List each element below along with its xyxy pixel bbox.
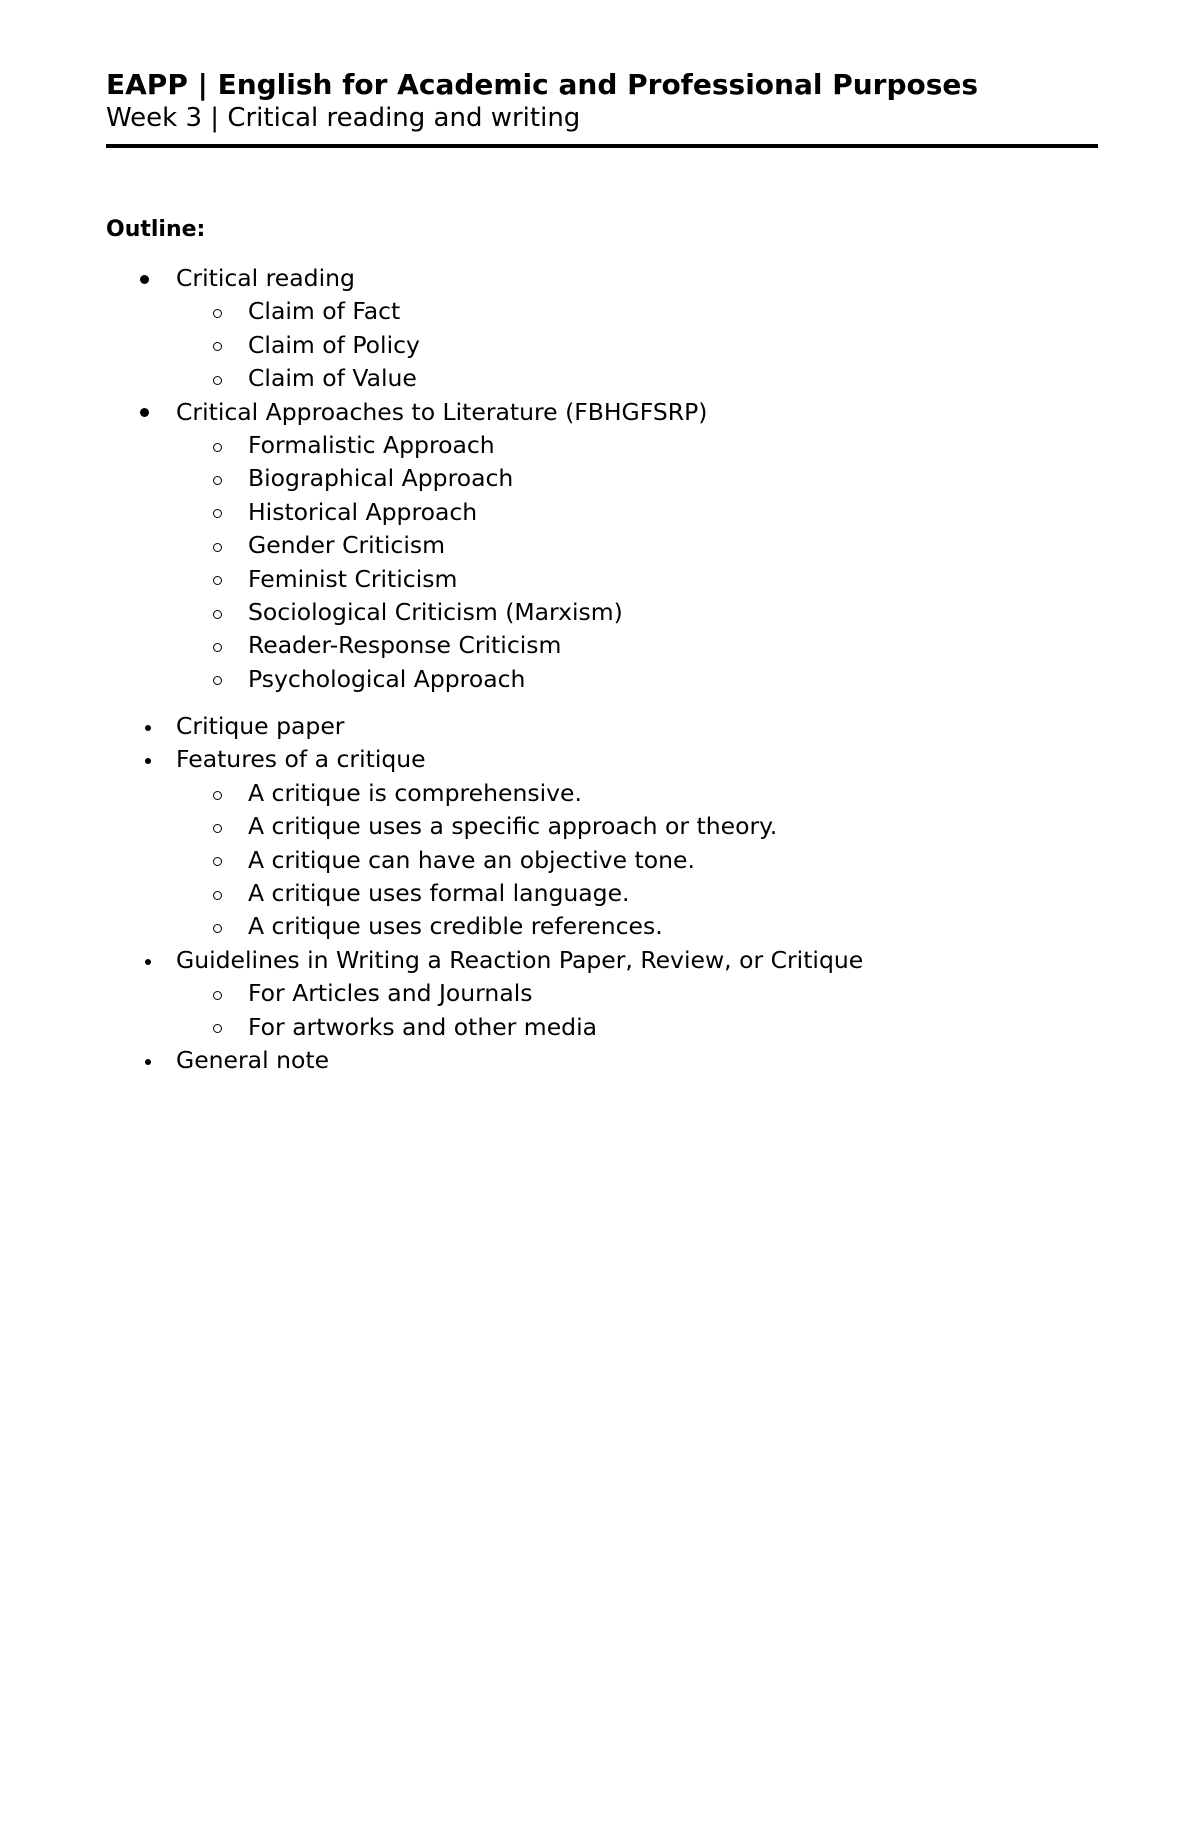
list-item-text: Reader-Response Criticism [248, 631, 562, 660]
bullet-icon [145, 1059, 151, 1065]
circle-bullet-icon [213, 824, 222, 833]
list-item-text: Historical Approach [248, 497, 478, 526]
list-item-text: For Articles and Journals [248, 979, 533, 1008]
circle-bullet-icon [213, 576, 222, 585]
circle-bullet-icon [213, 791, 222, 800]
document-subtitle: Week 3 | Critical reading and writing [106, 103, 581, 133]
list-item [106, 563, 1098, 596]
circle-bullet-icon [213, 309, 222, 318]
list-item [106, 496, 1098, 529]
list-item [106, 710, 1098, 743]
circle-bullet-icon [213, 924, 222, 933]
list-item-text: Critical reading [176, 264, 355, 292]
list-item-text: Claim of Policy [248, 330, 420, 359]
circle-bullet-icon [213, 857, 222, 866]
list-item [106, 944, 1098, 977]
list-item-text: Formalistic Approach [248, 430, 495, 459]
list-item [106, 777, 1098, 810]
list-item-text: A critique can have an objective tone. [248, 845, 695, 874]
header-divider [106, 144, 1098, 148]
list-item-text: Feminist Criticism [248, 564, 458, 593]
list-item [106, 844, 1098, 877]
list-item [106, 629, 1098, 662]
list-item [106, 810, 1098, 843]
circle-bullet-icon [213, 509, 222, 518]
circle-bullet-icon [213, 991, 222, 1000]
bullet-icon [145, 959, 151, 965]
circle-bullet-icon [213, 891, 222, 900]
list-item-text: A critique uses credible references. [248, 912, 663, 941]
list-item [106, 977, 1098, 1010]
list-item-text: Claim of Fact [248, 297, 401, 326]
circle-bullet-icon [213, 443, 222, 452]
bullet-icon [145, 758, 151, 764]
outline-list [106, 262, 1098, 1077]
list-item-text: Critical Approaches to Literature (FBHGFSRP) [176, 397, 708, 426]
circle-bullet-icon [213, 610, 222, 619]
list-item-text: For artworks and other media [248, 1012, 598, 1041]
list-item-text: A critique is comprehensive. [248, 778, 582, 807]
list-item [106, 877, 1098, 910]
circle-bullet-icon [213, 643, 222, 652]
list-item-text: Psychological Approach [248, 664, 526, 693]
list-item [106, 743, 1098, 776]
list-item-text: Critique paper [176, 712, 345, 741]
list-item [106, 362, 1098, 395]
list-item [106, 329, 1098, 362]
circle-bullet-icon [213, 676, 222, 685]
list-item-text: Features of a critique [176, 745, 426, 774]
list-item-text: Claim of Value [248, 364, 417, 393]
list-item [106, 529, 1098, 562]
list-item [106, 295, 1098, 328]
circle-bullet-icon [213, 342, 222, 351]
list-item [106, 663, 1098, 696]
circle-bullet-icon [213, 476, 222, 485]
list-item [106, 396, 1098, 429]
document-title: EAPP | English for Academic and Professional Purposes [106, 68, 979, 101]
outline-heading: Outline: [106, 217, 206, 242]
list-item [106, 1011, 1098, 1044]
list-item-text: Gender Criticism [248, 531, 445, 560]
list-item [106, 429, 1098, 462]
circle-bullet-icon [213, 376, 222, 385]
list-item [106, 596, 1098, 629]
list-item [106, 1044, 1098, 1077]
bullet-icon [140, 408, 149, 417]
list-item-text: Biographical Approach [248, 464, 514, 493]
list-item [106, 910, 1098, 943]
list-item-text: A critique uses a specific approach or theory. [248, 812, 778, 841]
list-item [106, 462, 1098, 495]
list-item-text: General note [176, 1045, 330, 1074]
list-item-text: A critique uses formal language. [248, 879, 630, 908]
circle-bullet-icon [213, 1024, 222, 1033]
list-item-text: Sociological Criticism (Marxism) [248, 597, 623, 626]
list-item [106, 262, 1098, 295]
bullet-icon [140, 275, 149, 284]
list-item-text: Guidelines in Writing a Reaction Paper, Review, or Critique [176, 945, 864, 974]
circle-bullet-icon [213, 543, 222, 552]
bullet-icon [145, 725, 151, 731]
